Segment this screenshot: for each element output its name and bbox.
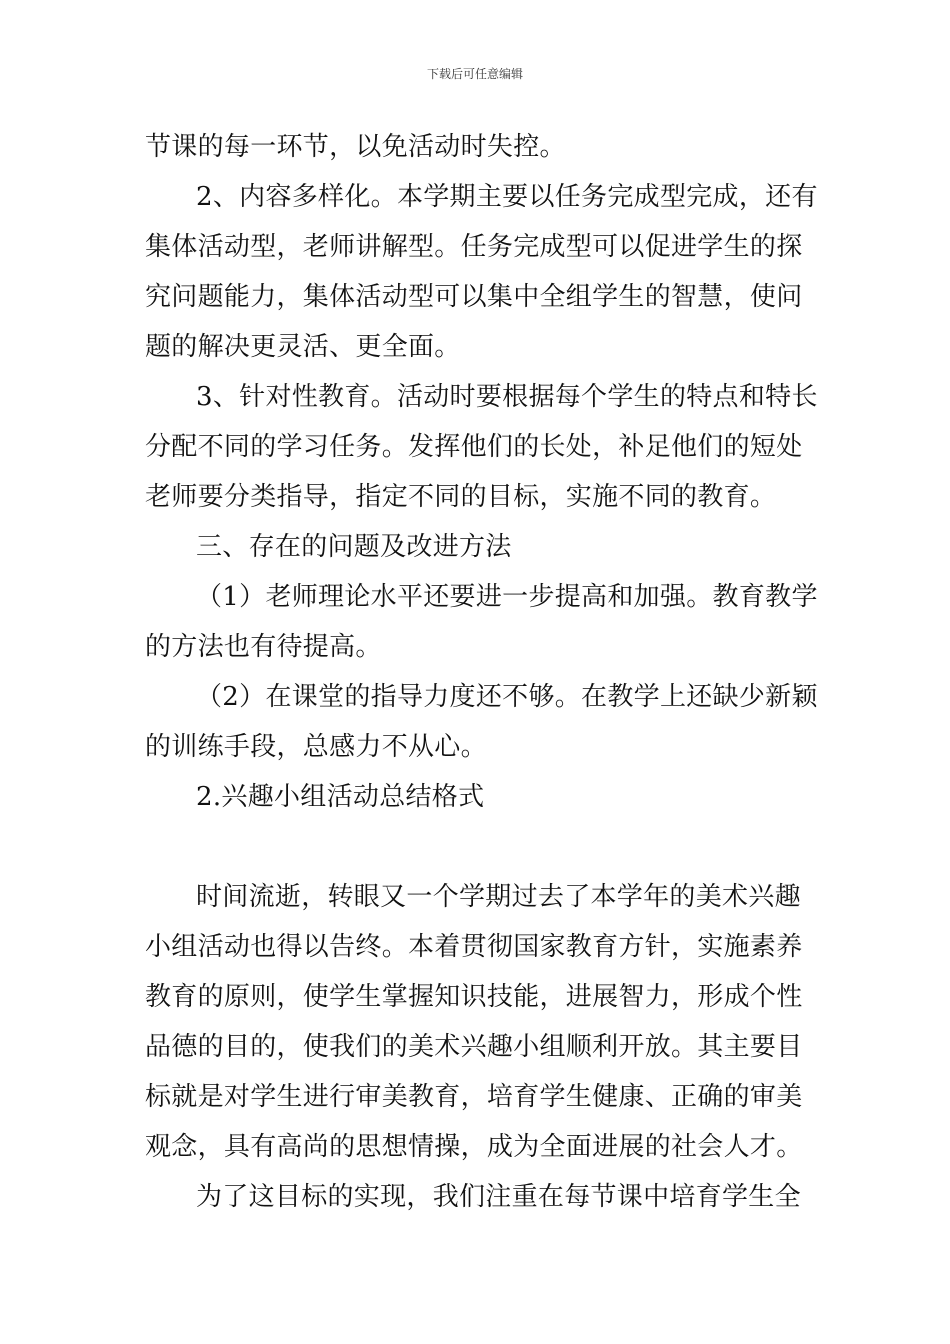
body-line-5: 题的解决更灵活、更全面。 [145,332,461,362]
body-line-19: 标就是对学生进行审美教育，培育学生健康、正确的审美 [145,1082,803,1112]
section-heading: 三、存在的问题及改进方法 [196,532,512,562]
body-line-11: 的方法也有待提高。 [145,632,382,662]
body-line-12: （2）在课堂的指导力度还不够。在教学上还缺少新颖 [196,682,818,712]
subsection-title: 2.兴趣小组活动总结格式 [196,782,485,812]
body-line-6: 3、针对性教育。活动时要根据每个学生的特点和特长 [196,382,818,412]
body-line-21: 为了这目标的实现，我们注重在每节课中培育学生全 [196,1182,801,1212]
body-line-17: 教育的原则，使学生掌握知识技能，进展智力，形成个性 [145,982,803,1012]
body-line-4: 究问题能力，集体活动型可以集中全组学生的智慧，使问 [145,282,803,312]
body-line-1: 节课的每一环节，以免活动时失控。 [145,132,566,162]
body-line-3: 集体活动型，老师讲解型。任务完成型可以促进学生的探 [145,232,803,262]
body-line-15: 时间流逝，转眼又一个学期过去了本学年的美术兴趣 [196,882,801,912]
body-line-2: 2、内容多样化。本学期主要以任务完成型完成，还有 [196,182,818,212]
body-line-8: 老师要分类指导，指定不同的目标，实施不同的教育。 [145,482,777,512]
body-line-13: 的训练手段，总感力不从心。 [145,732,487,762]
body-line-7: 分配不同的学习任务。发挥他们的长处，补足他们的短处 [145,432,803,462]
body-line-16: 小组活动也得以告终。本着贯彻国家教育方针，实施素养 [145,932,803,962]
body-line-18: 品德的目的，使我们的美术兴趣小组顺利开放。其主要目 [145,1032,803,1062]
page-header: 下载后可任意编辑 [426,67,523,81]
body-line-20: 观念，具有高尚的思想情操，成为全面进展的社会人才。 [145,1132,803,1162]
body-line-10: （1）老师理论水平还要进一步提高和加强。教育教学 [196,582,818,612]
